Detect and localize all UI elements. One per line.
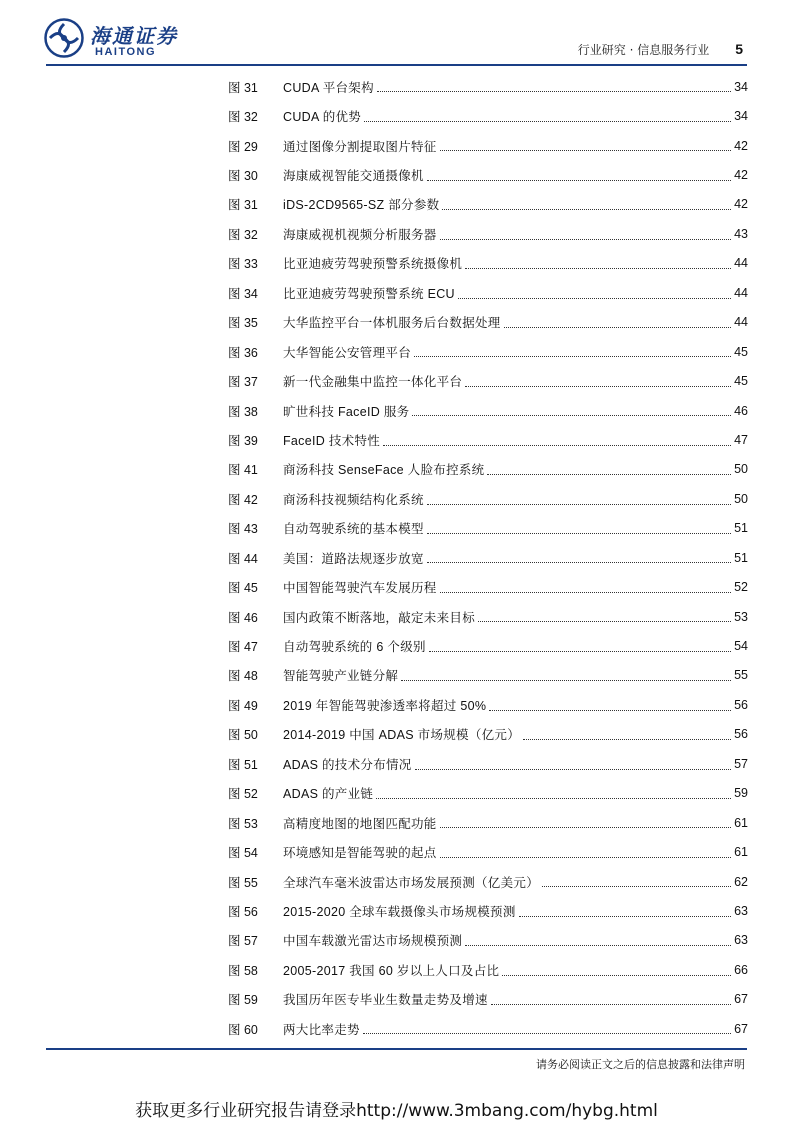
toc-dot-leader [458,297,731,299]
toc-entry[interactable] [228,366,748,395]
toc-page-number: 61 [734,815,748,830]
toc-dot-leader [440,591,731,593]
toc-figure-number: 图 53 [228,816,258,831]
toc-page-number: 51 [734,550,748,565]
toc-page-number: 50 [734,491,748,506]
toc-figure-number: 图 45 [228,581,258,596]
toc-entry[interactable] [228,572,748,601]
toc-page-number: 61 [734,845,748,860]
toc-entry[interactable] [228,484,748,513]
toc-entry[interactable] [228,337,748,366]
toc-dot-leader [440,856,731,858]
toc-page-number: 55 [734,668,748,683]
toc-dot-leader [440,238,731,240]
toc-figure-title: 自动驾驶系统的基本模型 [283,522,424,537]
toc-page-number: 44 [734,256,748,271]
toc-dot-leader [504,326,731,328]
toc-dot-leader [542,885,731,887]
toc-entry[interactable] [228,160,748,189]
toc-figure-number: 图 33 [228,257,258,272]
toc-dot-leader [427,179,731,181]
toc-page-number: 50 [734,462,748,477]
toc-page-number: 53 [734,609,748,624]
toc-entry[interactable] [228,308,748,337]
toc-figure-title: 2005-2017 我国 60 岁以上人口及占比 [283,963,500,978]
toc-figure-number: 图 57 [228,934,258,949]
toc-figure-number: 图 32 [228,227,258,242]
toc-figure-title: ADAS 的技术分布情况 [283,757,412,772]
haitong-logo-icon [44,18,84,58]
toc-figure-number: 图 31 [228,198,258,213]
toc-entry[interactable] [228,101,748,130]
toc-dot-leader [523,738,731,740]
toc-entry[interactable] [228,278,748,307]
toc-entry[interactable] [228,131,748,160]
toc-figure-title: 比亚迪疲劳驾驶预警系统 ECU [283,286,455,301]
toc-figure-title: 2014-2019 中国 ADAS 市场规模（亿元） [283,728,521,743]
toc-figure-title: 美国：道路法规逐步放宽 [283,551,424,566]
toc-dot-leader [377,90,731,92]
toc-page-number: 63 [734,933,748,948]
toc-figure-title: 中国车载激光雷达市场规模预测 [283,934,463,949]
toc-dot-leader [478,620,731,622]
toc-page-number: 66 [734,962,748,977]
page-header-info [578,41,743,58]
toc-page-number: 34 [734,79,748,94]
toc-figure-title: iDS-2CD9565-SZ 部分参数 [283,198,440,213]
toc-figure-number: 图 51 [228,757,258,772]
toc-dot-leader [383,444,731,446]
toc-page-number: 43 [734,226,748,241]
toc-entry[interactable] [228,690,748,719]
toc-figure-number: 图 47 [228,640,258,655]
toc-entry[interactable] [228,249,748,278]
toc-figure-number: 图 48 [228,669,258,684]
toc-figure-title: FaceID 技术特性 [283,433,381,448]
toc-entry[interactable] [228,808,748,837]
toc-dot-leader [427,532,731,534]
toc-figure-number: 图 56 [228,904,258,919]
toc-figure-title: 我国历年医专毕业生数量走势及增速 [283,993,488,1008]
toc-dot-leader [491,1003,731,1005]
toc-page-number: 56 [734,697,748,712]
toc-page-number: 42 [734,138,748,153]
toc-entry[interactable] [228,455,748,484]
toc-figure-title: CUDA 平台架构 [283,80,374,95]
toc-figure-title: 全球汽车毫米波雷达市场发展预测（亿美元） [283,875,540,890]
toc-dot-leader [364,120,731,122]
toc-figure-title: 两大比率走势 [283,1022,360,1037]
toc-entry[interactable] [228,1014,748,1043]
toc-figure-number: 图 58 [228,963,258,978]
toc-figure-number: 图 36 [228,345,258,360]
toc-entry[interactable] [228,720,748,749]
toc-figure-title: 高精度地图的地图匹配功能 [283,816,437,831]
toc-dot-leader [442,208,731,210]
toc-page-number: 44 [734,315,748,330]
legal-disclaimer: 请务必阅读正文之后的信息披露和法律声明 [536,1058,745,1071]
toc-entry[interactable] [228,396,748,425]
toc-figure-number: 图 46 [228,610,258,625]
toc-page-number: 59 [734,786,748,801]
toc-page-number: 42 [734,197,748,212]
toc-figure-title: 中国智能驾驶汽车发展历程 [283,581,437,596]
toc-dot-leader [502,974,731,976]
toc-entry[interactable] [228,749,748,778]
toc-dot-leader [519,915,731,917]
toc-figure-number: 图 55 [228,875,258,890]
toc-page-number: 56 [734,727,748,742]
toc-figure-title: 2019 年智能驾驶渗透率将超过 50% [283,698,487,713]
toc-dot-leader [487,473,731,475]
toc-figure-number: 图 30 [228,169,258,184]
download-watermark: 获取更多行业研究报告请登录http://www.3mbang.com/hybg.html [135,1101,658,1121]
toc-figure-title: 比亚迪疲劳驾驶预警系统摄像机 [283,257,463,272]
toc-figure-number: 图 41 [228,463,258,478]
toc-figure-number: 图 49 [228,698,258,713]
toc-figure-number: 图 39 [228,433,258,448]
toc-figure-number: 图 43 [228,522,258,537]
toc-figure-title: 商汤科技视频结构化系统 [283,492,424,507]
toc-entry[interactable] [228,631,748,660]
toc-dot-leader [465,385,731,387]
toc-dot-leader [440,826,731,828]
toc-entry[interactable] [228,955,748,984]
toc-figure-title: 新一代金融集中监控一体化平台 [283,375,463,390]
toc-entry[interactable] [228,425,748,454]
toc-entry[interactable] [228,219,748,248]
toc-dot-leader [414,355,731,357]
page-number: 5 [735,41,743,57]
toc-dot-leader [489,709,731,711]
toc-figure-number: 图 52 [228,787,258,802]
toc-figure-number: 图 34 [228,286,258,301]
toc-page-number: 63 [734,903,748,918]
toc-figure-number: 图 44 [228,551,258,566]
toc-page-number: 45 [734,344,748,359]
toc-figure-number: 图 38 [228,404,258,419]
toc-page-number: 54 [734,639,748,654]
toc-figure-number: 图 50 [228,728,258,743]
toc-figure-number: 图 31 [228,80,258,95]
toc-entry[interactable] [228,985,748,1014]
toc-dot-leader [401,679,731,681]
toc-dot-leader [412,414,731,416]
toc-figure-number: 图 54 [228,846,258,861]
toc-page-number: 34 [734,109,748,124]
toc-dot-leader [465,944,731,946]
toc-entry[interactable] [228,896,748,925]
toc-page-number: 51 [734,521,748,536]
toc-figure-title: 旷世科技 FaceID 服务 [283,404,410,419]
toc-page-number: 67 [734,992,748,1007]
toc-page-number: 44 [734,285,748,300]
toc-entry[interactable] [228,543,748,572]
toc-figure-title: 大华智能公安管理平台 [283,345,412,360]
toc-figure-number: 图 59 [228,993,258,1008]
toc-page-number: 62 [734,874,748,889]
toc-entry[interactable] [228,661,748,690]
figure-list [228,72,748,1043]
toc-page-number: 57 [734,756,748,771]
toc-figure-title: 自动驾驶系统的 6 个级别 [283,640,426,655]
toc-figure-title: 商汤科技 SenseFace 人脸布控系统 [283,463,485,478]
toc-figure-title: 海康威视智能交通摄像机 [283,169,424,184]
toc-figure-number: 图 32 [228,110,258,125]
toc-entry[interactable] [228,867,748,896]
toc-entry[interactable] [228,602,748,631]
toc-dot-leader [376,797,731,799]
toc-entry[interactable] [228,190,748,219]
toc-dot-leader [429,650,731,652]
toc-entry[interactable] [228,837,748,866]
toc-figure-title: 智能驾驶产业链分解 [283,669,399,684]
toc-page-number: 42 [734,168,748,183]
toc-figure-title: 2015-2020 全球车载摄像头市场规模预测 [283,904,516,919]
toc-figure-number: 图 35 [228,316,258,331]
toc-page-number: 46 [734,403,748,418]
toc-dot-leader [465,267,731,269]
toc-page-number: 67 [734,1021,748,1036]
toc-page-number: 45 [734,374,748,389]
toc-entry[interactable] [228,514,748,543]
toc-figure-title: ADAS 的产业链 [283,787,374,802]
toc-figure-title: 大华监控平台一体机服务后台数据处理 [283,316,501,331]
toc-figure-number: 图 37 [228,375,258,390]
toc-dot-leader [440,149,731,151]
toc-figure-title: 国内政策不断落地，敲定未来目标 [283,610,476,625]
toc-figure-number: 图 29 [228,139,258,154]
toc-figure-title: CUDA 的优势 [283,110,362,125]
footer-divider [46,1048,747,1050]
toc-figure-title: 通过图像分割提取图片特征 [283,139,437,154]
toc-page-number: 52 [734,580,748,595]
toc-figure-number: 图 60 [228,1022,258,1037]
logo-chinese-name: 海通证券 [90,24,178,48]
toc-figure-title: 环境感知是智能驾驶的起点 [283,846,437,861]
toc-page-number: 47 [734,432,748,447]
logo-english-name: HAITONG [95,46,157,58]
header-divider [46,64,747,66]
toc-dot-leader [415,768,731,770]
section-label: 行业研究 · 信息服务行业 [577,43,710,57]
toc-figure-number: 图 42 [228,492,258,507]
toc-entry[interactable] [228,926,748,955]
toc-dot-leader [363,1032,731,1034]
toc-entry[interactable] [228,779,748,808]
toc-dot-leader [427,561,731,563]
toc-entry[interactable] [228,72,748,101]
toc-dot-leader [427,503,731,505]
toc-figure-title: 海康威视机视频分析服务器 [283,227,437,242]
